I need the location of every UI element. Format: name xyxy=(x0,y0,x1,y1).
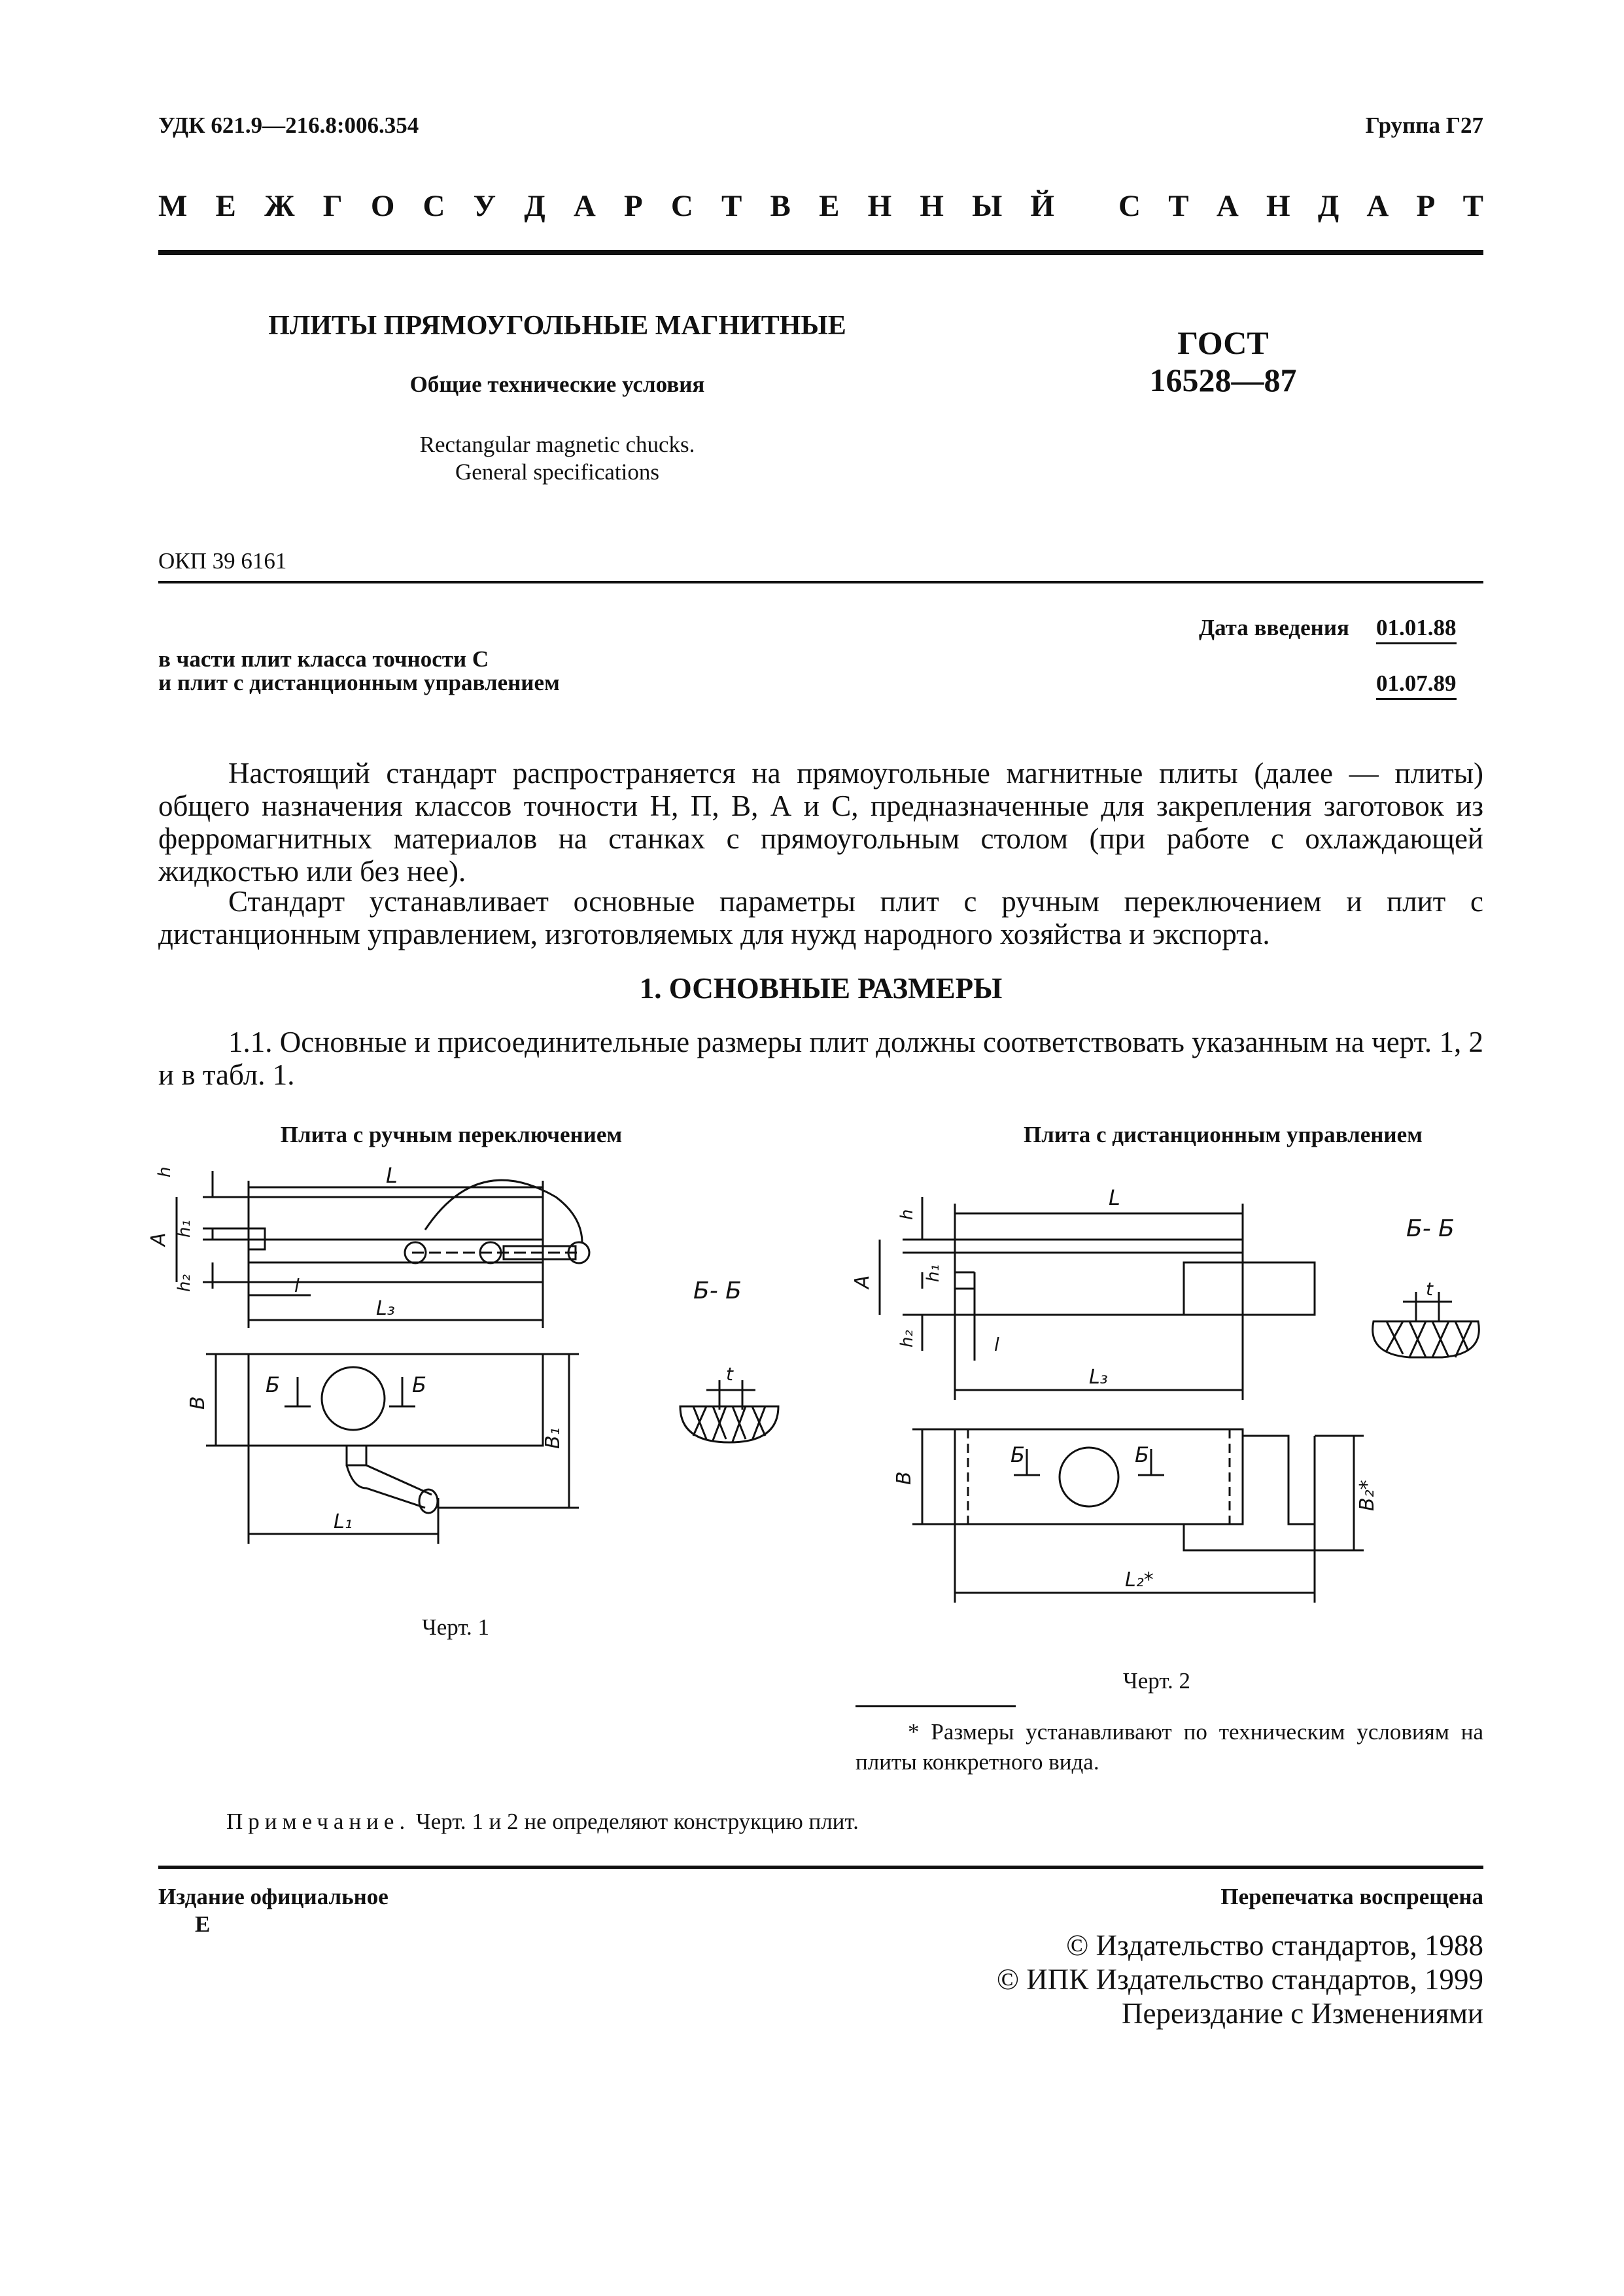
banner-letter: Н xyxy=(920,189,944,223)
fig2-label-t: t xyxy=(1426,1278,1433,1300)
copyright-1: © Издательство стандартов, 1988 xyxy=(1066,1929,1483,1962)
fig2-section-label: Б- Б xyxy=(1406,1215,1455,1242)
banner-letter: Д xyxy=(524,189,545,223)
udc-code: УДК 621.9—216.8:006.354 xyxy=(158,113,419,138)
fig2-label-B2: B₂* xyxy=(1356,1480,1379,1511)
title-ru: ПЛИТЫ ПРЯМОУГОЛЬНЫЕ МАГНИТНЫЕ xyxy=(268,311,846,341)
figure-2-title: Плита с дистанционным управлением xyxy=(1024,1122,1423,1147)
fig1-label-L1: L₁ xyxy=(334,1510,353,1533)
edition-letter: Е xyxy=(195,1911,211,1937)
banner-word-standard xyxy=(1118,188,1483,224)
intro-date-label: Дата введения xyxy=(1199,615,1349,640)
fig1-label-B1: B₁ xyxy=(542,1427,564,1449)
banner-letter: С xyxy=(670,189,693,223)
fig2-label-h2: h₂ xyxy=(897,1330,917,1348)
fig2-label-A: A xyxy=(851,1275,874,1289)
fig1-plate-plan xyxy=(249,1354,543,1446)
banner-letter: Ы xyxy=(972,189,1003,223)
fig2-label-cut-left: Б xyxy=(1011,1442,1025,1467)
banner-letter: Н xyxy=(1266,189,1290,223)
banner-letter: М xyxy=(158,189,188,223)
banner-letter: А xyxy=(1366,189,1389,223)
subtitle-ru: Общие технические условия xyxy=(409,372,705,397)
note-label: Примечание. xyxy=(226,1809,411,1834)
banner-letter: Т xyxy=(1462,189,1483,223)
fig2-plate-plan xyxy=(955,1429,1243,1524)
okp-code: ОКП 39 6161 xyxy=(158,548,287,574)
fig2-center-circle xyxy=(1060,1448,1118,1506)
fig2-label-L2: L₂* xyxy=(1125,1569,1154,1592)
footnote-rule xyxy=(855,1705,1016,1707)
figure-2-caption: Черт. 2 xyxy=(1123,1668,1190,1694)
fig2-label-h1: h₁ xyxy=(924,1264,943,1282)
banner-letter: Т xyxy=(721,189,742,223)
fig1-label-t: t xyxy=(726,1363,733,1385)
header-rule xyxy=(158,250,1483,255)
figure-1-caption: Черт. 1 xyxy=(422,1614,489,1640)
banner-letter: У xyxy=(473,189,496,223)
okp-rule xyxy=(158,581,1483,583)
copyright-2: © ИПК Издательство стандартов, 1999 xyxy=(996,1963,1483,1996)
fig1-label-L3: L₃ xyxy=(376,1297,395,1320)
fig1-label-A: A xyxy=(147,1232,170,1246)
banner-letter: Р xyxy=(1416,189,1436,223)
fig1-label-cut-left: Б xyxy=(266,1372,280,1397)
fig1-label-cut-right: Б xyxy=(412,1372,426,1397)
fig1-label-h: h xyxy=(155,1166,175,1177)
banner-letter: Д xyxy=(1317,189,1339,223)
banner-letter: Е xyxy=(819,189,840,223)
gost-label: ГОСТ xyxy=(1177,324,1269,361)
note-line xyxy=(226,1809,859,1835)
paragraph-1-1: 1.1. Основные и присоединительные размеры плит должны соответствовать указанным на черт. 1, 2 и в табл. 1. xyxy=(158,1026,1483,1091)
fig2-controller-plan xyxy=(1184,1436,1315,1550)
banner-letter: А xyxy=(1216,189,1239,223)
scope-line-1: в части плит класса точности С xyxy=(158,646,489,672)
banner-word-interstate xyxy=(158,188,1054,224)
banner-letter: Й xyxy=(1030,189,1054,223)
fig2-label-l: l xyxy=(994,1334,999,1355)
fig1-label-B: B xyxy=(186,1396,209,1410)
group-code: Группа Г27 xyxy=(1365,113,1483,138)
fig1-section-label: Б- Б xyxy=(693,1278,742,1304)
fig1-label-l: l xyxy=(294,1275,300,1296)
fig1-label-L: L xyxy=(386,1163,398,1188)
fig2-label-L: L xyxy=(1109,1185,1120,1210)
banner-title xyxy=(158,188,1483,228)
edition-label: Издание официальное xyxy=(158,1884,389,1909)
fig2-label-h: h xyxy=(897,1209,917,1220)
title-en-line2: General specifications xyxy=(455,459,659,485)
title-en-line1: Rectangular magnetic chucks. xyxy=(419,432,695,457)
banner-letter: Н xyxy=(867,189,892,223)
footnote-text: * Размеры устанавливают по техническим условиям на плиты конкретного вида. xyxy=(855,1719,1483,1775)
fig2-label-L3: L₃ xyxy=(1089,1366,1108,1389)
reprint-notice: Перепечатка воспрещена xyxy=(1220,1884,1483,1909)
note-text: Черт. 1 и 2 не определяют конструкцию плит. xyxy=(415,1809,859,1834)
fig1-center-circle xyxy=(322,1367,385,1430)
paragraph-scope: Настоящий стандарт распространяется на прямоугольные магнитные плиты (далее — плиты) общего назначения классов точности Н, П, В, А и С, предназначенные для закрепления заготовок из ферромагнитных материалов на станках с прямоугольным столом (при работе с охлаждающей жидкостью или без нее). xyxy=(158,757,1483,888)
gost-number: 16528—87 xyxy=(1149,362,1297,398)
banner-letter: Т xyxy=(1168,189,1189,223)
footer-rule xyxy=(158,1866,1483,1869)
banner-letter: Е xyxy=(215,189,236,223)
figure-2-drawing xyxy=(850,1158,1498,1616)
scope-line-2: и плит с дистанционным управлением xyxy=(158,670,560,695)
banner-letter: А xyxy=(573,189,596,223)
reissue-note: Переиздание с Изменениями xyxy=(1121,1997,1483,2030)
fig2-label-B: B xyxy=(893,1471,916,1485)
banner-letter: Р xyxy=(623,189,643,223)
banner-letter: С xyxy=(1118,189,1141,223)
banner-letter: В xyxy=(770,189,791,223)
fig2-label-cut-right: Б xyxy=(1135,1442,1149,1467)
intro-date-1: 01.01.88 xyxy=(1376,615,1457,644)
fig2-controller-side xyxy=(1184,1262,1315,1315)
banner-letter: С xyxy=(423,189,445,223)
section-heading: 1. ОСНОВНЫЕ РАЗМЕРЫ xyxy=(639,972,1003,1005)
fig1-label-h1: h₁ xyxy=(175,1220,194,1238)
fig1-label-h2: h₂ xyxy=(175,1274,194,1292)
banner-letter: Г xyxy=(322,189,343,223)
paragraph-parameters: Стандарт устанавливает основные параметры плит с ручным переключением и плит с дистанционным управлением, изготовляемых для нужд народного хозяйства и экспорта. xyxy=(158,885,1483,950)
intro-date-2: 01.07.89 xyxy=(1376,670,1457,700)
figure-1-drawing xyxy=(147,1158,811,1629)
banner-letter: Ж xyxy=(264,189,295,223)
figure-1-title: Плита с ручным переключением xyxy=(280,1122,623,1147)
banner-letter: О xyxy=(370,189,395,223)
